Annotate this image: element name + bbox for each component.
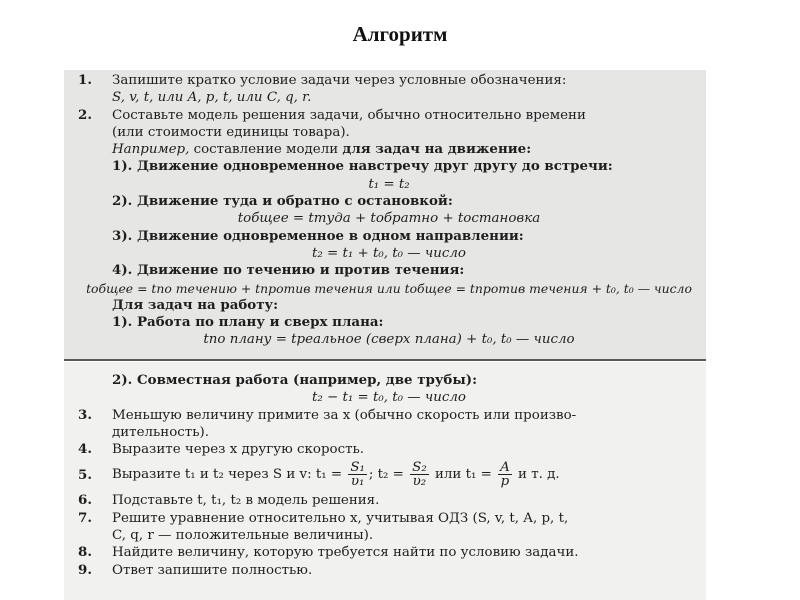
step-4	[78, 441, 700, 458]
step-3-continued	[78, 424, 700, 441]
work-1: 1). Работа по плану и сверх плана:	[112, 314, 384, 331]
step-number: 8.	[78, 544, 92, 561]
step-text: Составьте модель решения задачи, обычно относительно времени	[112, 107, 586, 123]
step-number: 4.	[78, 441, 92, 458]
formula-5: tпо плану = tреальное (сверх плана) + t₀, t₀ — число	[203, 332, 575, 348]
step-text: Найдите величину, которую требуется найти по условию задачи.	[112, 545, 579, 561]
model-2: 2). Движение туда и обратно с остановкой:	[112, 193, 453, 210]
step-text: или t₁ =	[434, 467, 492, 483]
work-heading: Для задач на работу:	[112, 296, 279, 313]
step-text: Выразите t₁ и t₂ через S и v: t₁ =	[112, 467, 343, 483]
step-number: 5.	[78, 467, 92, 484]
step-text: Запишите кратко условие задачи через условные обозначения:	[112, 73, 567, 88]
fraction-s1-v1: $\frac{\text{S₁}}{\text{υ₁}}$	[350, 460, 365, 490]
step-8	[78, 544, 700, 561]
formula-4: tобщее = tпо течению + tпротив течения или tобщее = tпротив течения + t₀, t₀ — число	[86, 280, 692, 296]
step-5	[78, 458, 700, 492]
step-text: и т. д.	[518, 467, 560, 483]
example-text: составление модели	[189, 142, 343, 158]
step-text: Ответ запишите полностью.	[112, 562, 313, 578]
example-bold: для задач на движение:	[342, 141, 532, 158]
fraction-a-p: $\frac{A}{p}$	[500, 460, 510, 490]
formula-6: t₂ − t₁ = t₀, t₀ — число	[312, 390, 466, 406]
step-9	[78, 562, 700, 579]
step-text: ; t₂ =	[368, 467, 404, 483]
page-divider	[64, 359, 706, 361]
fraction-s2-v2: $\frac{\text{S₂}}{\text{υ₂}}$	[412, 460, 427, 490]
example-line	[78, 141, 700, 158]
step-number: 2.	[78, 106, 92, 123]
step-7	[78, 510, 700, 527]
step-text: S, v, t, или A, p, t, или C, q, r.	[112, 90, 312, 106]
step-number: 9.	[78, 561, 92, 578]
step-1	[78, 72, 700, 89]
step-text: Подставьте t, t₁, t₂ в модель решения.	[112, 493, 380, 509]
step-text: (или стоимости единицы товара).	[112, 124, 350, 140]
step-6	[78, 492, 700, 509]
step-text: Меньшую величину примите за x (обычно скорость или произво-	[112, 407, 577, 423]
step-text: Решите уравнение относительно x, учитывая ОДЗ (S, v, t, A, p, t,	[112, 510, 569, 526]
step-text: C, q, r — положительные величины).	[112, 528, 374, 544]
step-number: 3.	[78, 406, 92, 423]
formula-2: tобщее = tтуда + tобратно + tостановка	[237, 211, 541, 227]
work-2: 2). Совместная работа (например, две трубы):	[112, 372, 478, 388]
step-number: 7.	[78, 509, 92, 526]
step-1-continued	[78, 89, 700, 106]
step-3	[78, 407, 700, 424]
step-7-continued	[78, 527, 700, 544]
model-3: 3). Движение одновременное в одном направлении:	[112, 227, 524, 244]
page-title: Алгоритм	[352, 22, 448, 46]
formula-3: t₂ = t₁ + t₀, t₀ — число	[312, 245, 466, 261]
step-number: 1.	[78, 72, 92, 88]
scanned-page-bottom	[64, 362, 706, 600]
example-emphasis: Например,	[112, 142, 190, 158]
scanned-page-top	[64, 70, 706, 360]
step-text: Выразите через x другую скорость.	[112, 442, 365, 458]
model-1: 1). Движение одновременное навстречу друг другу до встречи:	[112, 158, 613, 175]
formula-1: t₁ = t₂	[368, 176, 410, 192]
step-2	[78, 107, 700, 124]
step-2-continued	[78, 124, 700, 141]
step-text: дительность).	[112, 424, 209, 440]
step-number: 6.	[78, 492, 92, 509]
model-4: 4). Движение по течению и против течения:	[112, 262, 465, 279]
